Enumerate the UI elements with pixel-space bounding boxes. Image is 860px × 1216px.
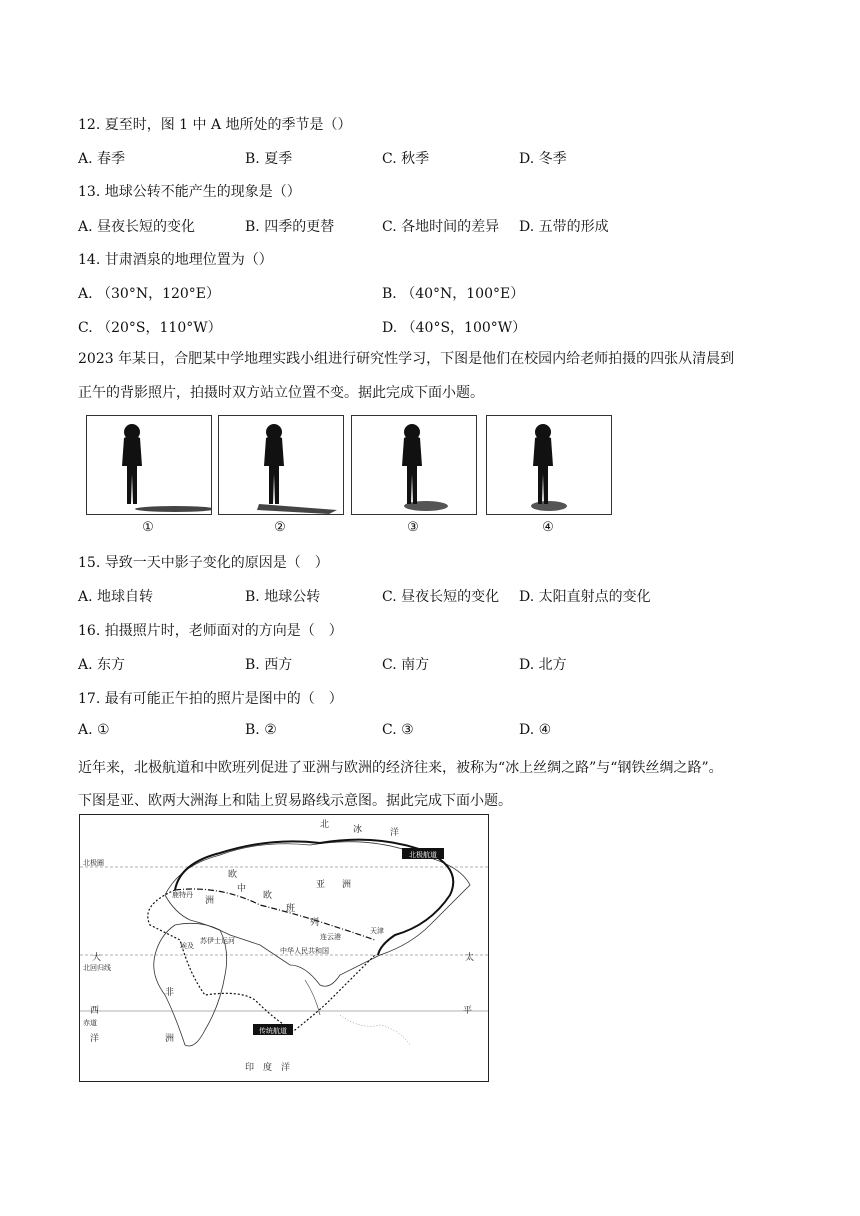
option-c: C. （20°S，110°W） (78, 320, 222, 336)
trade-route-map (79, 814, 489, 1082)
question-stem: 14. 甘肃酒泉的地理位置为（） (78, 252, 273, 268)
option-b: B. 西方 (245, 657, 293, 673)
passage-2-line-1: 近年来，北极航道和中欧班列促进了亚洲与欧洲的经济往来，被称为“冰上丝绸之路”与“钢铁丝绸之路”。 (78, 760, 723, 776)
label-ou: 欧 (228, 870, 238, 880)
label-bing: 冰 (353, 825, 363, 835)
label-rotterdam: 鹿特丹 (172, 891, 193, 899)
photo-label-3: ③ (407, 520, 419, 535)
label-suez: 苏伊士运河 (200, 937, 235, 945)
option-a: A. （30°N，120°E） (78, 286, 221, 302)
passage-1-line-2: 正午的背影照片，拍摄时双方站立位置不变。据此完成下面小题。 (78, 385, 484, 401)
option-b: B. （40°N，100°E） (382, 286, 525, 302)
label-tianjin: 天津 (370, 927, 384, 935)
question-stem: 12. 夏至时，图 1 中 A 地所处的季节是（） (78, 117, 352, 133)
option-d: D. （40°S，100°W） (382, 320, 527, 336)
option-a: A. 地球自转 (78, 589, 154, 605)
label-yang-w: 洋 (90, 1034, 100, 1044)
label-ban: 班 (286, 904, 296, 914)
label-tai: 太 (465, 953, 475, 963)
label-zhou-eu: 洲 (205, 896, 215, 906)
label-xi: 西 (90, 1006, 100, 1016)
passage-2-line-2: 下图是亚、欧两大洲海上和陆上贸易路线示意图。据此完成下面小题。 (78, 793, 512, 809)
option-b: B. 四季的更替 (245, 219, 335, 235)
question-stem: 16. 拍摄照片时，老师面对的方向是（ ） (78, 623, 343, 639)
photo-label-4: ④ (542, 520, 554, 535)
label-yang-n: 洋 (390, 828, 400, 838)
label-bei: 北 (320, 820, 330, 830)
label-tropic-n: 北回归线 (83, 964, 111, 972)
option-c: C. 各地时间的差异 (382, 219, 500, 235)
question-stem: 13. 地球公转不能产生的现象是（） (78, 184, 301, 200)
label-indian: 印 度 洋 (245, 1063, 291, 1073)
shadow-photo-4 (486, 415, 612, 515)
photo-label-2: ② (274, 520, 286, 535)
label-arctic-route: 北极航道 (409, 851, 437, 859)
question-stem: 17. 最有可能正午拍的照片是图中的（ ） (78, 691, 343, 707)
option-d: D. 北方 (519, 657, 567, 673)
label-ya: 亚 (316, 880, 326, 890)
option-b: B. 夏季 (245, 151, 293, 167)
label-cape: 埃及 (180, 942, 194, 950)
label-equator: 赤道 (83, 1019, 97, 1027)
option-a: A. 春季 (78, 151, 126, 167)
label-ou2: 欧 (263, 891, 273, 901)
option-c: C. 昼夜长短的变化 (382, 589, 500, 605)
label-da: 大 (92, 953, 102, 963)
label-ping: 平 (463, 1006, 473, 1016)
shadow-photo-2 (218, 415, 344, 515)
label-traditional-route: 传统航道 (259, 1027, 287, 1035)
passage-1-line-1: 2023 年某日，合肥某中学地理实践小组进行研究性学习，下图是他们在校园内给老师拍摄的四张从清晨到 (78, 351, 735, 367)
label-prc: 中华人民共和国 (280, 947, 329, 955)
option-a: A. 东方 (78, 657, 126, 673)
option-d: D. 太阳直射点的变化 (519, 589, 651, 605)
option-c: C. 南方 (382, 657, 430, 673)
label-arctic-circle: 北极圈 (83, 859, 104, 867)
option-d: D. ④ (519, 722, 552, 738)
label-lianyungang: 连云港 (320, 933, 341, 941)
label-fei: 非 (165, 988, 175, 998)
option-c: C. ③ (382, 722, 414, 738)
option-b: B. ② (245, 722, 277, 738)
shadow-photo-1 (86, 415, 212, 515)
label-zhou-af: 洲 (165, 1034, 175, 1044)
option-a: A. ① (78, 722, 110, 738)
label-zhou-asia: 洲 (342, 880, 352, 890)
option-b: B. 地球公转 (245, 589, 321, 605)
question-stem: 15. 导致一天中影子变化的原因是（ ） (78, 555, 329, 571)
photo-label-1: ① (142, 520, 154, 535)
option-c: C. 秋季 (382, 151, 430, 167)
option-d: D. 五带的形成 (519, 219, 609, 235)
shadow-photo-3 (351, 415, 477, 515)
option-d: D. 冬季 (519, 151, 567, 167)
label-lie: 列 (310, 918, 320, 928)
option-a: A. 昼夜长短的变化 (78, 219, 196, 235)
label-zhong: 中 (237, 884, 247, 894)
